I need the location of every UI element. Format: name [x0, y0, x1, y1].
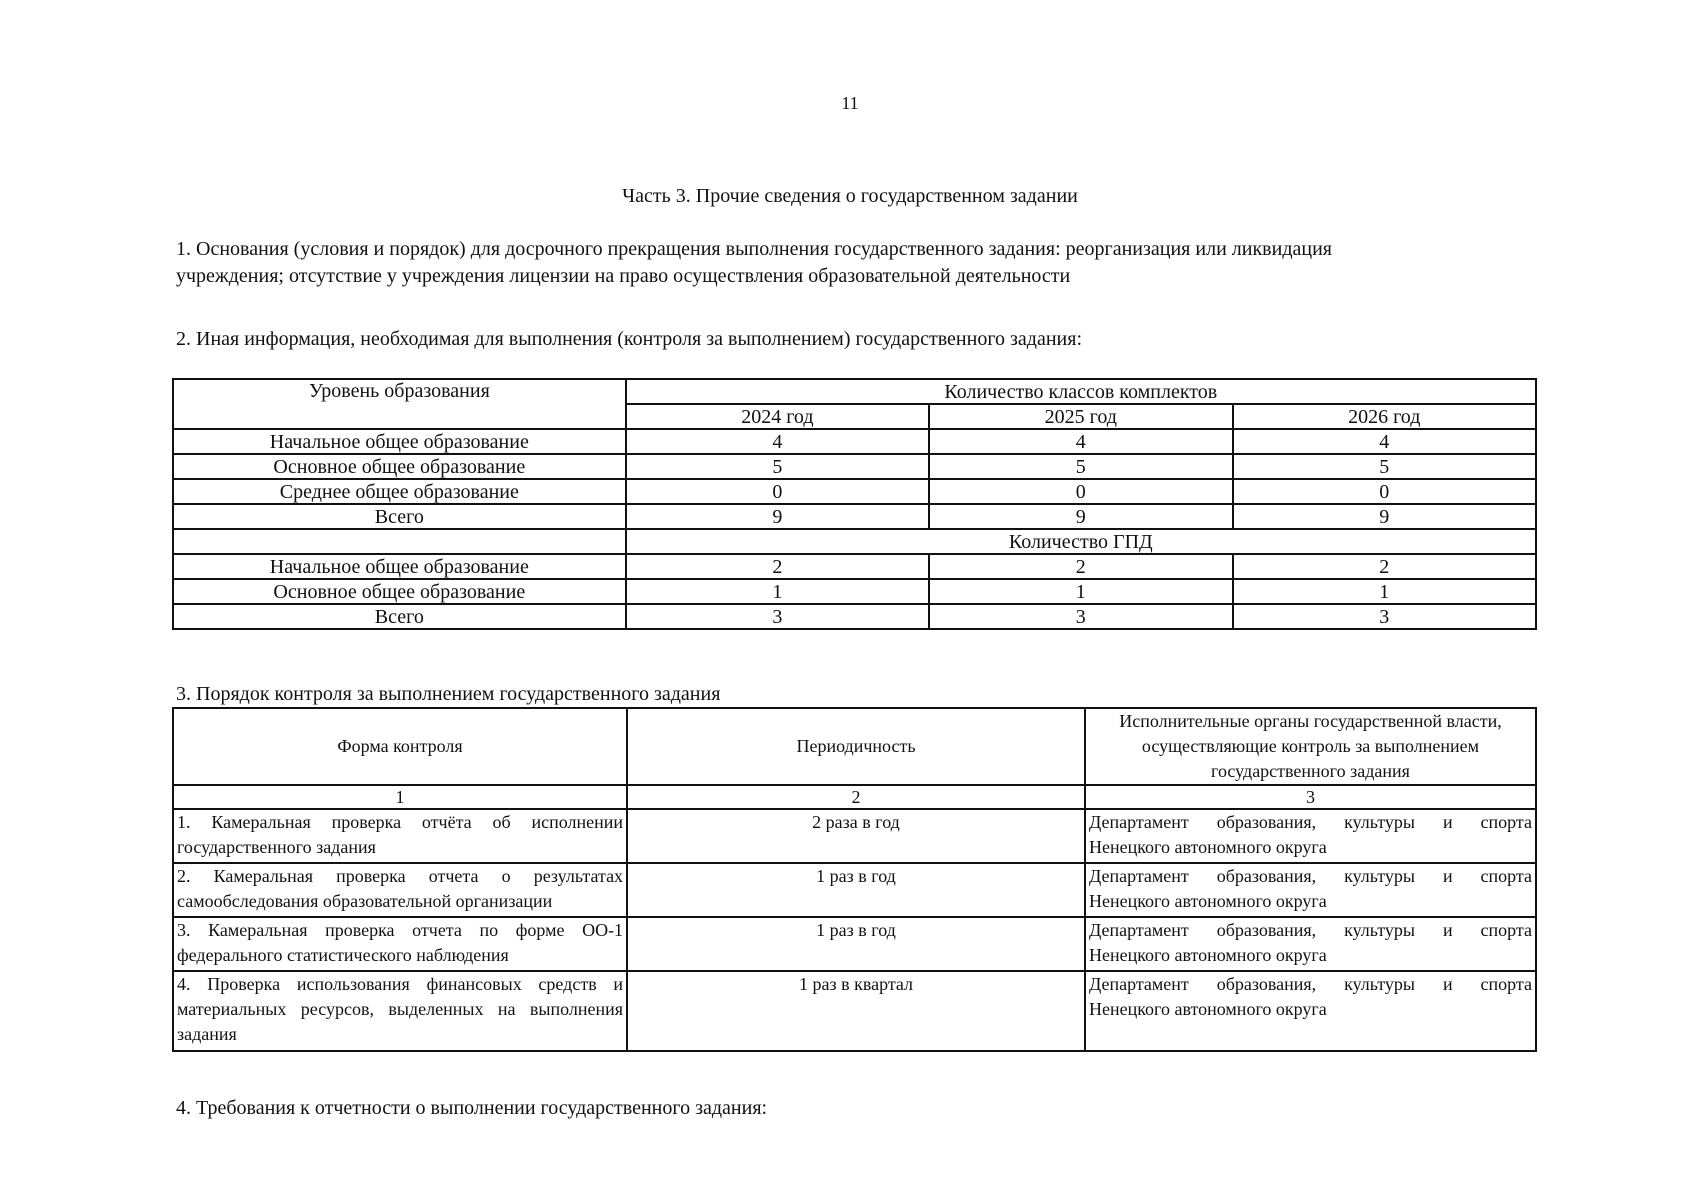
- authority-line: Ненецкого автономного округа: [1088, 837, 1327, 857]
- value-cell: 2: [929, 554, 1232, 579]
- level-cell: Всего: [173, 504, 626, 529]
- value-cell: 2: [626, 554, 929, 579]
- value-cell: 4: [929, 429, 1232, 454]
- section-1-paragraph: [176, 236, 1536, 290]
- value-cell: 1: [929, 579, 1232, 604]
- authority-line: Департамент образования, культуры и спорта: [1088, 866, 1532, 886]
- column-number: 2: [627, 785, 1085, 809]
- form-cell: 2. Камеральная проверка отчета о результатах самообследования образовательной организации: [173, 863, 627, 917]
- section-1-line-1: 1. Основания (условия и порядок) для досрочного прекращения выполнения государственного задания: реорганизация или ликвидация: [176, 238, 1332, 260]
- value-cell: 5: [626, 454, 929, 479]
- section-4-heading: 4. Требования к отчетности о выполнении государственного задания:: [176, 1097, 768, 1119]
- page-number: 11: [841, 93, 859, 113]
- table-row: [173, 529, 1536, 554]
- table-row: [173, 429, 1536, 454]
- value-cell: 9: [626, 504, 929, 529]
- table-row: [173, 863, 1536, 917]
- value-cell: 1: [1233, 579, 1536, 604]
- periodicity-cell: 1 раз в год: [627, 863, 1085, 917]
- value-cell: 4: [1233, 429, 1536, 454]
- value-cell: 0: [1233, 479, 1536, 504]
- level-cell: Основное общее образование: [173, 454, 626, 479]
- value-cell: 1: [626, 579, 929, 604]
- table-row: [173, 504, 1536, 529]
- table-row: [173, 479, 1536, 504]
- year-header: 2025 год: [929, 404, 1232, 429]
- value-cell: 3: [1233, 604, 1536, 629]
- authority-line: Ненецкого автономного округа: [1088, 999, 1327, 1019]
- authority-line: Департамент образования, культуры и спорта: [1088, 974, 1532, 994]
- authority-cell: [1085, 971, 1536, 1051]
- level-cell: Начальное общее образование: [173, 429, 626, 454]
- value-cell: 4: [626, 429, 929, 454]
- gpd-header: Количество ГПД: [626, 529, 1536, 554]
- value-cell: 0: [929, 479, 1232, 504]
- table-row: [173, 604, 1536, 629]
- value-cell: 5: [1233, 454, 1536, 479]
- table-row: [173, 454, 1536, 479]
- table-row: [173, 579, 1536, 604]
- level-cell: Начальное общее образование: [173, 554, 626, 579]
- value-cell: 5: [929, 454, 1232, 479]
- empty-cell: [173, 529, 626, 554]
- classes-header: Количество классов комплектов: [626, 379, 1536, 404]
- classes-table: [172, 378, 1537, 630]
- form-cell: 3. Камеральная проверка отчета по форме ОО-1 федерального статистического наблюдения: [173, 917, 627, 971]
- form-cell: 4. Проверка использования финансовых средств и материальных ресурсов, выделенных на выполнения задания: [173, 971, 627, 1051]
- form-header: Форма контроля: [173, 708, 627, 785]
- value-cell: 9: [1233, 504, 1536, 529]
- authority-cell: [1085, 863, 1536, 917]
- level-cell: Основное общее образование: [173, 579, 626, 604]
- value-cell: 9: [929, 504, 1232, 529]
- periodicity-cell: 1 раз в квартал: [627, 971, 1085, 1051]
- authority-line: Департамент образования, культуры и спорта: [1088, 812, 1532, 832]
- authority-line: Ненецкого автономного округа: [1088, 891, 1327, 911]
- periodicity-cell: 1 раз в год: [627, 917, 1085, 971]
- section-2-heading: 2. Иная информация, необходимая для выполнения (контроля за выполнением) государственного задания:: [176, 328, 1083, 350]
- section-1-line-2: учреждения; отсутствие у учреждения лицензии на право осуществления образовательной деятельности: [176, 265, 1071, 287]
- authority-cell: [1085, 917, 1536, 971]
- table-row: [173, 971, 1536, 1051]
- year-header: 2026 год: [1233, 404, 1536, 429]
- level-cell: Среднее общее образование: [173, 479, 626, 504]
- column-number: 3: [1085, 785, 1536, 809]
- value-cell: 3: [626, 604, 929, 629]
- periodicity-cell: 2 раза в год: [627, 809, 1085, 863]
- authority-cell: [1085, 809, 1536, 863]
- level-cell: Всего: [173, 604, 626, 629]
- periodicity-header: Периодичность: [627, 708, 1085, 785]
- authority-line: Департамент образования, культуры и спорта: [1088, 920, 1532, 940]
- table-row: [173, 917, 1536, 971]
- control-table: [172, 707, 1537, 1052]
- value-cell: 2: [1233, 554, 1536, 579]
- table-row: [173, 554, 1536, 579]
- table-row: [173, 809, 1536, 863]
- form-cell: 1. Камеральная проверка отчёта об исполнении государственного задания: [173, 809, 627, 863]
- part-title: Часть 3. Прочие сведения о государственном задании: [622, 185, 1078, 207]
- value-cell: 3: [929, 604, 1232, 629]
- authority-line: Ненецкого автономного округа: [1088, 945, 1327, 965]
- year-header: 2024 год: [626, 404, 929, 429]
- column-number: 1: [173, 785, 627, 809]
- section-3-heading: 3. Порядок контроля за выполнением государственного задания: [176, 683, 721, 705]
- level-header: Уровень образования: [173, 379, 626, 429]
- value-cell: 0: [626, 479, 929, 504]
- authorities-header: Исполнительные органы государственной власти, осуществляющие контроль за выполнением государственного задания: [1085, 708, 1536, 785]
